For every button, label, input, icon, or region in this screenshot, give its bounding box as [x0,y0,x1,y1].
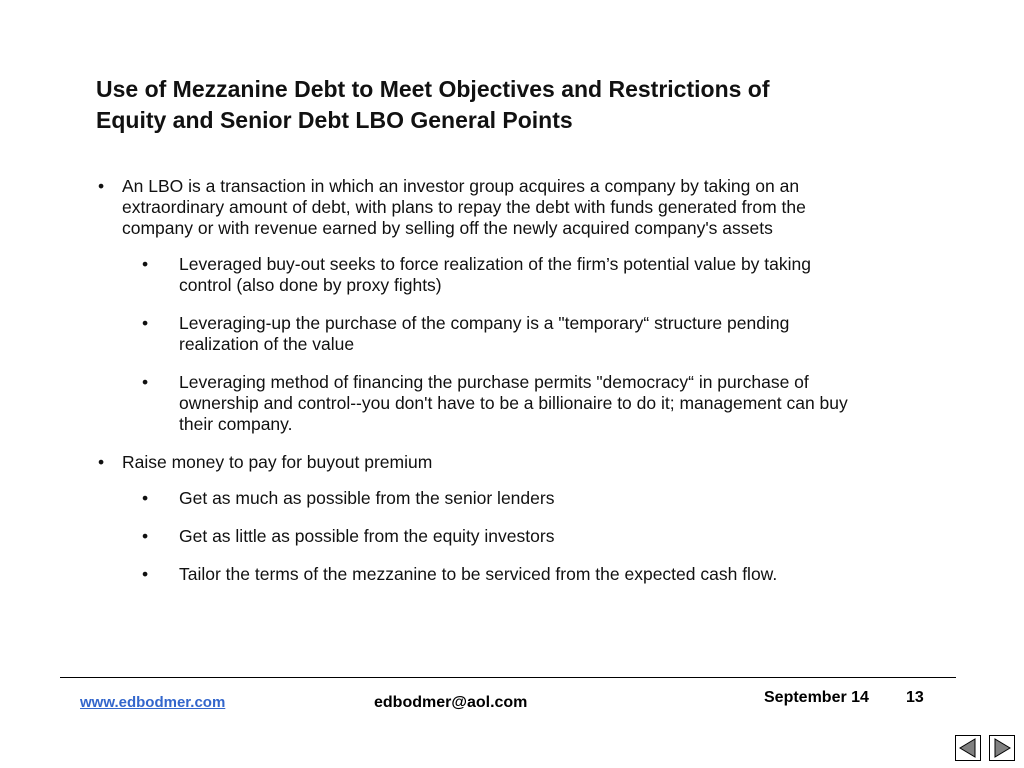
slide-title [96,74,886,136]
bullet-marker: • [142,526,149,546]
footer-email: edbodmer@aol.com [374,694,528,711]
sub-bullet-text: Leveraging method of financing the purchase permits "democracy“ in purchase of ownership and control--you don't have to be a billionaire to do it; management can buy their company. [179,372,848,434]
slide-title-line-1: Use of Mezzanine Debt to Meet Objectives and Restrictions of [96,76,770,102]
sub-bullet-text: Tailor the terms of the mezzanine to be serviced from the expected cash flow. [179,564,778,584]
bullet-text: Raise money to pay for buyout premium [122,452,433,472]
triangle-left-icon [956,736,980,760]
slide-title-line-2: Equity and Senior Debt LBO General Points [96,107,573,133]
bullet-marker: • [98,452,105,472]
footer-divider [60,677,956,678]
sub-bullet-text: Leveraged buy-out seeks to force realization of the firm’s potential value by taking control (also done by proxy fights) [179,254,811,295]
sub-bullet-item [142,372,859,435]
footer-date: September 14 [764,689,869,706]
sub-bullet-text: Get as much as possible from the senior lenders [179,488,555,508]
bullet-marker: • [142,313,149,333]
sub-bullet-item [142,564,859,585]
bullet-marker: • [142,254,149,274]
bullet-marker: • [98,176,105,196]
bullet-text: An LBO is a transaction in which an investor group acquires a company by taking on an extraordinary amount of debt, with plans to repay the debt with funds generated from the company or with revenue earned by selling off the newly acquired company's assets [122,176,806,238]
slide-content [0,176,1024,602]
sub-bullet-item [142,313,859,355]
previous-slide-button[interactable] [955,735,981,761]
sub-bullet-text: Leveraging-up the purchase of the company is a "temporary“ structure pending realization of the value [179,313,790,354]
bullet-marker: • [142,564,149,584]
bullet-item [98,176,867,239]
bullet-marker: • [142,372,149,392]
triangle-right-icon [990,736,1014,760]
page-number: 13 [906,689,924,706]
sub-bullet-item [142,488,859,509]
website-link[interactable]: www.edbodmer.com [80,694,226,711]
bullet-marker: • [142,488,149,508]
bullet-item [98,452,867,473]
sub-bullet-item [142,526,859,547]
sub-bullet-item [142,254,859,296]
next-slide-button[interactable] [989,735,1015,761]
sub-bullet-text: Get as little as possible from the equity investors [179,526,555,546]
